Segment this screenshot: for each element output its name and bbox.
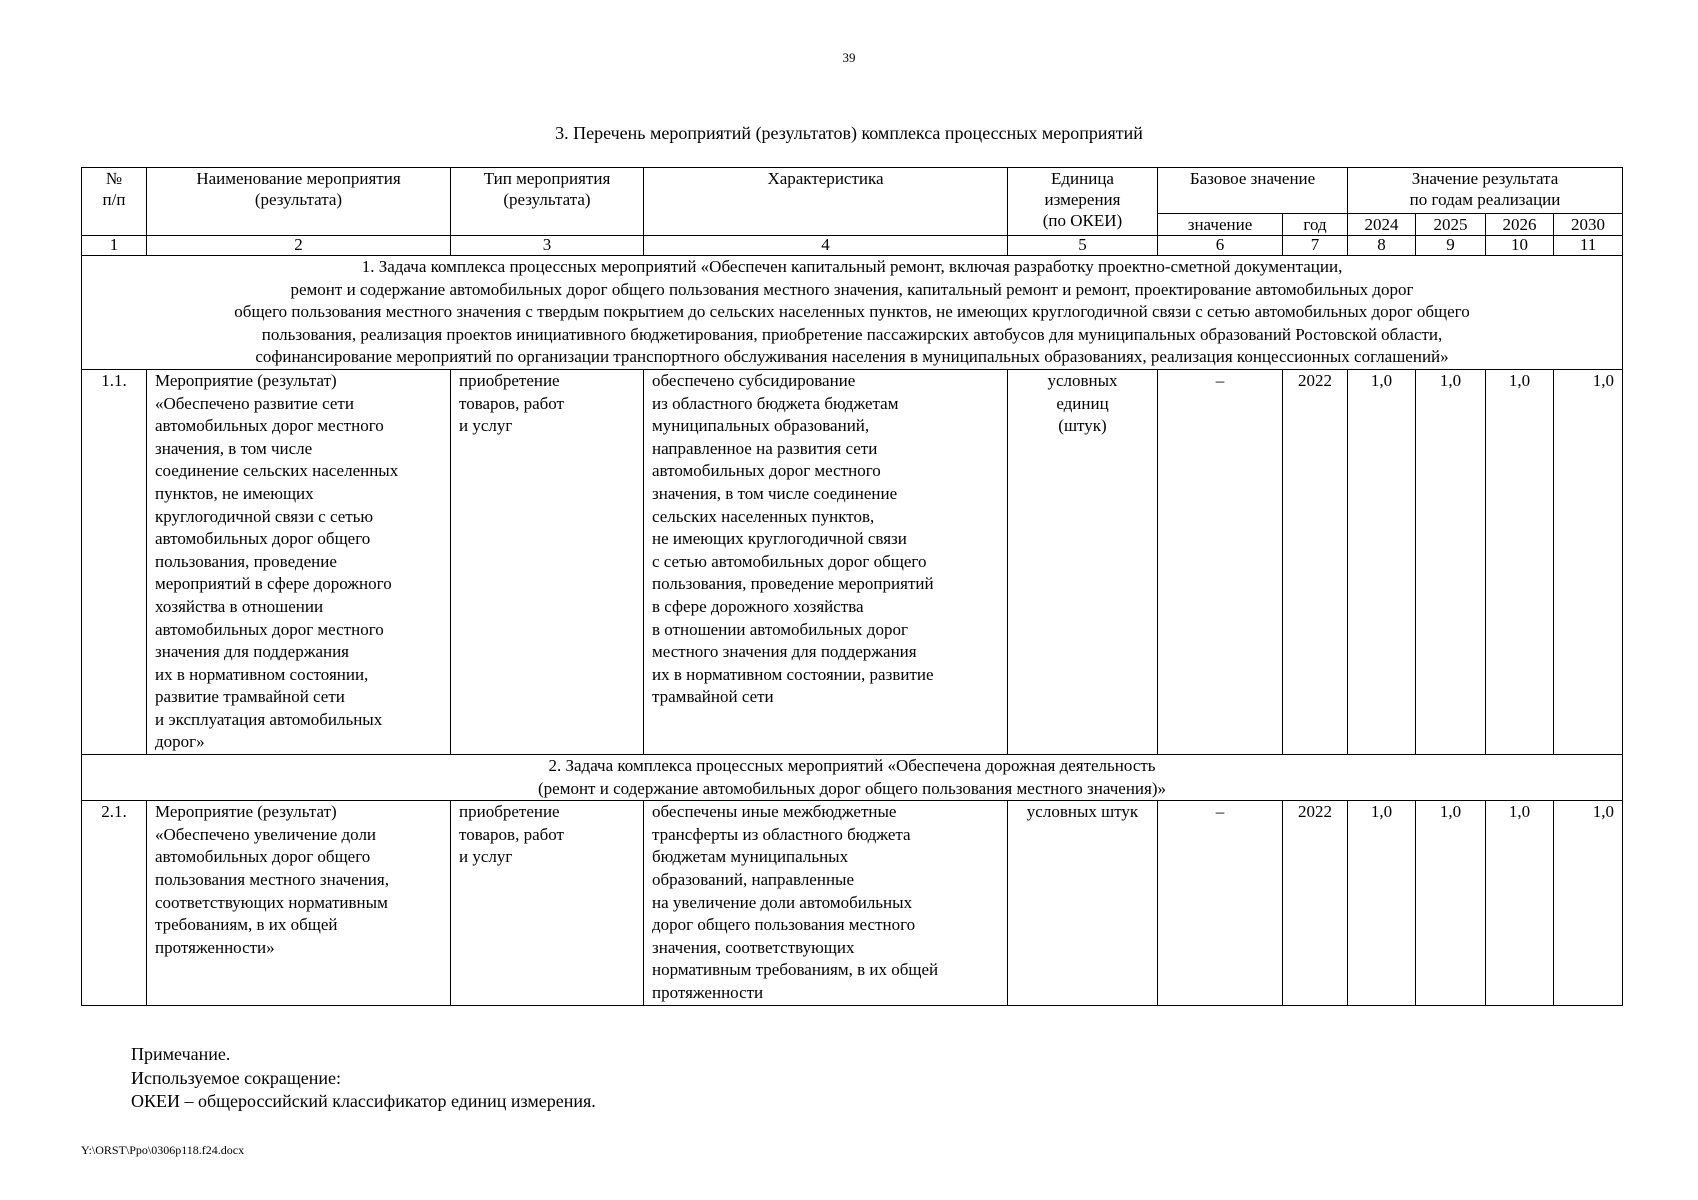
- table-row: [82, 801, 1623, 1005]
- note-heading: Примечание.: [131, 1044, 231, 1064]
- value-2026: 1,0: [1486, 801, 1554, 1005]
- base-value: –: [1158, 801, 1283, 1005]
- base-year: 2022: [1283, 369, 1348, 754]
- task-2-heading: 2. Задача комплекса процессных мероприятий «Обеспечена дорожная деятельность (ремонт и содержание автомобильных дорог общего пользования местного значения)»: [82, 755, 1623, 801]
- column-numbers-row: [82, 236, 1623, 256]
- result-type: приобретение товаров, работ и услуг: [451, 369, 644, 754]
- header-base-value: значение: [1158, 214, 1283, 236]
- value-2025: 1,0: [1416, 369, 1486, 754]
- header-result: Значение результата по годам реализации: [1348, 168, 1623, 214]
- column-number: 6: [1158, 236, 1283, 256]
- unit-of-measure: условных единиц (штук): [1008, 369, 1158, 754]
- header-year-2024: 2024: [1348, 214, 1416, 236]
- value-2024: 1,0: [1348, 369, 1416, 754]
- value-2030: 1,0: [1554, 801, 1623, 1005]
- note-abbreviation-label: Используемое сокращение:: [131, 1067, 341, 1088]
- header-type: Тип мероприятия (результата): [451, 168, 644, 236]
- header-base: Базовое значение: [1158, 168, 1348, 214]
- task-2-row: [82, 755, 1623, 801]
- column-number: 5: [1008, 236, 1158, 256]
- column-number: 7: [1283, 236, 1348, 256]
- result-name: Мероприятие (результат) «Обеспечено развитие сети автомобильных дорог местного значения, в том числе соединение сельских населенных пунктов, не имеющих круглогодичной связи с сетью автомобильных дорог общего пользования, проведение мероприятий в сфере дорожного хозяйства в отношении автомобильных дорог местного значения для поддержания их в нормативном состоянии, развитие трамвайной сети и эксплуатация автомобильных дорог»: [147, 369, 451, 754]
- header-num: № п/п: [82, 168, 147, 236]
- result-characteristic: обеспечены иные межбюджетные трансферты из областного бюджета бюджетам муниципальных образований, направленные на увеличение доли автомобильных дорог общего пользования местного значения, соответствующих нормативным требованиям, в их общей протяженности: [644, 801, 1008, 1005]
- column-number: 8: [1348, 236, 1416, 256]
- results-table: [81, 167, 1623, 1006]
- column-number: 2: [147, 236, 451, 256]
- column-number: 9: [1416, 236, 1486, 256]
- header-year-2030: 2030: [1554, 214, 1623, 236]
- column-number: 4: [644, 236, 1008, 256]
- page-number: 39: [842, 50, 856, 65]
- base-year: 2022: [1283, 801, 1348, 1005]
- header-unit: Единица измерения (по ОКЕИ): [1008, 168, 1158, 236]
- header-name: Наименование мероприятия (результата): [147, 168, 451, 236]
- task-1-row: [82, 256, 1623, 370]
- row-number: 2.1.: [82, 801, 147, 1005]
- result-type: приобретение товаров, работ и услуг: [451, 801, 644, 1005]
- header-base-year: год: [1283, 214, 1348, 236]
- header-year-2025: 2025: [1416, 214, 1486, 236]
- header-characteristic: Характеристика: [644, 168, 1008, 236]
- result-characteristic: обеспечено субсидирование из областного бюджета бюджетам муниципальных образований, направленное на развития сети автомобильных дорог местного значения, в том числе соединение сельских населенных пунктов, не имеющих круглогодичной связи с сетью автомобильных дорог общего пользования, проведение мероприятий в сфере дорожного хозяйства в отношении автомобильных дорог местного значения для поддержания их в нормативном состоянии, развитие трамвайной сети: [644, 369, 1008, 754]
- value-2024: 1,0: [1348, 801, 1416, 1005]
- value-2030: 1,0: [1554, 369, 1623, 754]
- header-row-1: [82, 168, 1623, 214]
- row-number: 1.1.: [82, 369, 147, 754]
- unit-of-measure: условных штук: [1008, 801, 1158, 1005]
- task-1-heading: 1. Задача комплекса процессных мероприятий «Обеспечен капитальный ремонт, включая разработку проектно-сметной документации, ремонт и содержание автомобильных дорог общего пользования местного значения, капитальный ремонт и ремонт, проектирование автомобильных дорог общего пользования местного значения с твердым покрытием до сельских населенных пунктов, не имеющих круглогодичной связи с сетью автомобильных дорог общего пользования, реализация проектов инициативного бюджетирования, приобретение пассажирских автобусов для муниципальных образований Ростовской области, софинансирование мероприятий по организации транспортного обслуживания населения в муниципальных образованиях, реализация концессионных соглашений»: [82, 256, 1623, 370]
- file-path-footer: Y:\ORST\Ppo\0306p118.f24.docx: [81, 1143, 245, 1157]
- base-value: –: [1158, 369, 1283, 754]
- note-abbreviation-okei: ОКЕИ – общероссийский классификатор единиц измерения.: [131, 1091, 596, 1111]
- value-2025: 1,0: [1416, 801, 1486, 1005]
- result-name: Мероприятие (результат) «Обеспечено увеличение доли автомобильных дорог общего пользования местного значения, соответствующих нормативным требованиям, в их общей протяженности»: [147, 801, 451, 1005]
- column-number: 1: [82, 236, 147, 256]
- column-number: 10: [1486, 236, 1554, 256]
- note-block: [131, 1043, 596, 1114]
- column-number: 11: [1554, 236, 1623, 256]
- column-number: 3: [451, 236, 644, 256]
- header-year-2026: 2026: [1486, 214, 1554, 236]
- document-title: 3. Перечень мероприятий (результатов) комплекса процессных мероприятий: [555, 123, 1143, 143]
- table-row: [82, 369, 1623, 754]
- value-2026: 1,0: [1486, 369, 1554, 754]
